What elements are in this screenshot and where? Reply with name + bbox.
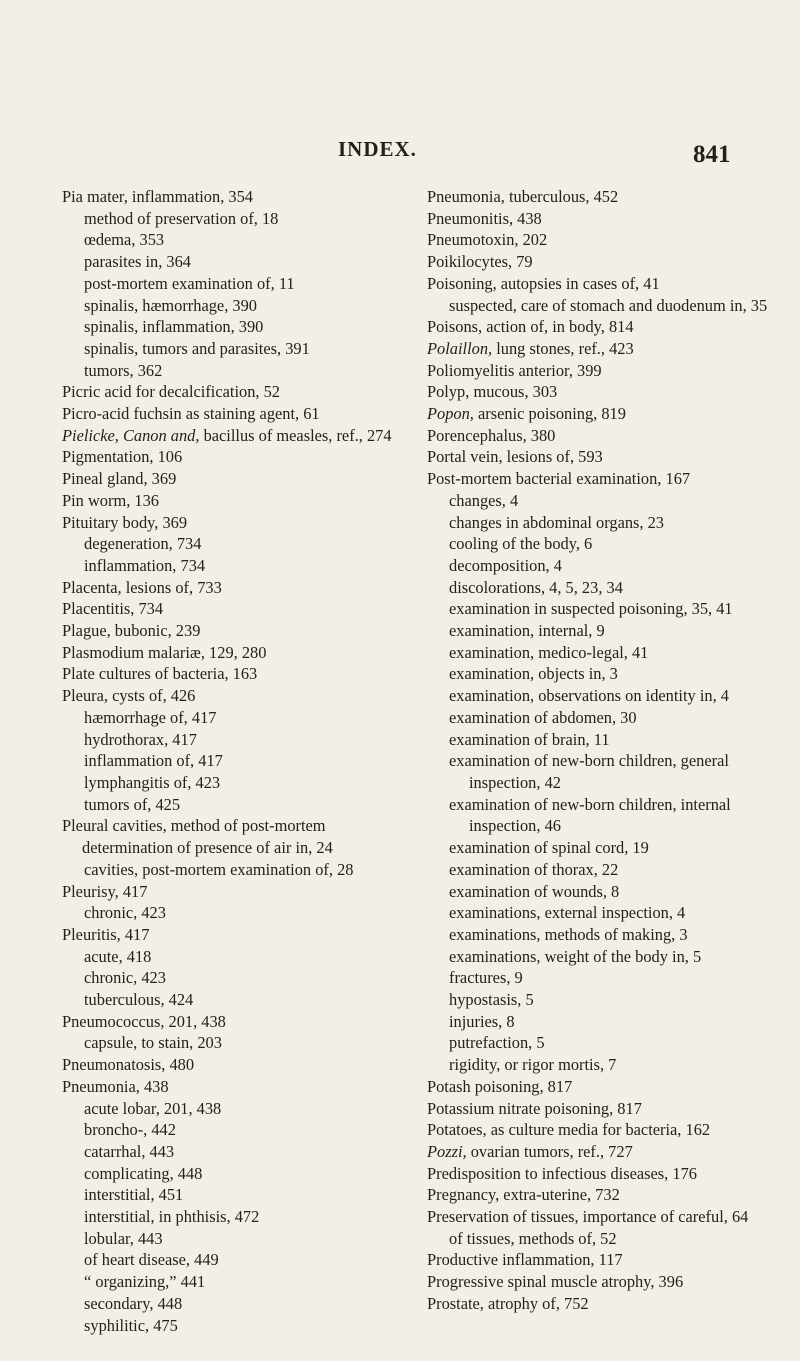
entry-text: Polyp, mucous, 303 — [427, 382, 558, 402]
index-subentry — [427, 1011, 773, 1033]
index-subentry — [62, 967, 414, 989]
entry-text: Poisons, action of, in body, 814 — [427, 317, 634, 337]
entry-text: Picric acid for decalcification, 52 — [62, 382, 280, 402]
entry-text: examination in suspected poisoning, 35, 41 — [449, 599, 733, 619]
entry-text: Prostate, atrophy of, 752 — [427, 1293, 589, 1313]
entry-text: cavities, post-mortem examination of, 28 — [84, 859, 354, 879]
entry-text: examinations, external inspection, 4 — [449, 903, 686, 923]
index-subentry — [427, 924, 773, 946]
index-subentry — [62, 1271, 414, 1293]
index-entry — [62, 1054, 414, 1076]
entry-text: discolorations, 4, 5, 23, 34 — [449, 577, 623, 597]
entry-text: ovarian tumors, ref., 727 — [466, 1141, 633, 1161]
entry-text: acute, 418 — [84, 946, 152, 966]
entry-text: Picro-acid fuchsin as staining agent, 61 — [62, 404, 320, 424]
index-subentry — [427, 512, 773, 534]
index-subentry — [62, 859, 414, 881]
index-subentry — [62, 946, 414, 968]
entry-text: acute lobar, 201, 438 — [84, 1098, 222, 1118]
index-entry — [427, 468, 773, 490]
index-subentry — [427, 642, 773, 664]
entry-text: Pregnancy, extra-uterine, 732 — [427, 1185, 620, 1205]
entry-text: Pineal gland, 369 — [62, 469, 177, 489]
entry-text: examination of thorax, 22 — [449, 859, 619, 879]
index-subentry — [62, 1249, 414, 1271]
index-entry — [62, 881, 414, 903]
index-subentry — [427, 577, 773, 599]
index-subentry — [427, 946, 773, 968]
index-entry — [427, 360, 773, 382]
index-entry — [427, 1119, 773, 1141]
index-entry — [427, 1098, 773, 1120]
index-entry — [62, 1011, 414, 1033]
index-subentry — [62, 229, 414, 251]
entry-text: Plate cultures of bacteria, 163 — [62, 664, 258, 684]
entry-text: interstitial, 451 — [84, 1185, 184, 1205]
index-subentry — [427, 295, 773, 317]
page-header — [0, 137, 800, 167]
index-entry — [62, 1076, 414, 1098]
entry-text: changes in abdominal organs, 23 — [449, 512, 665, 532]
entry-text: Poliomyelitis anterior, 399 — [427, 360, 602, 380]
index-subentry — [427, 598, 773, 620]
index-entry — [427, 1076, 773, 1098]
index-subentry — [427, 555, 773, 577]
index-subentry — [427, 967, 773, 989]
entry-text: degeneration, 734 — [84, 534, 202, 554]
entry-text: examination of brain, 11 — [449, 729, 610, 749]
index-subentry — [62, 1141, 414, 1163]
entry-text: of tissues, methods of, 52 — [449, 1228, 617, 1248]
entry-text: parasites in, 364 — [84, 252, 191, 272]
entry-text: œdema, 353 — [84, 230, 165, 250]
index-entry — [427, 316, 773, 338]
entry-text: Pleural cavities, method of post-mortem determination of presence of air in, 24 — [62, 816, 333, 858]
index-subentry — [62, 989, 414, 1011]
entry-text: capsule, to stain, 203 — [84, 1033, 222, 1053]
index-subentry — [427, 1228, 773, 1250]
entry-text: Placenta, lesions of, 733 — [62, 577, 222, 597]
entry-text: lobular, 443 — [84, 1228, 163, 1248]
entry-text: Placentitis, 734 — [62, 599, 164, 619]
index-subentry — [427, 707, 773, 729]
index-entry — [427, 1206, 773, 1228]
index-subentry — [62, 533, 414, 555]
entry-text: Portal vein, lesions of, 593 — [427, 447, 603, 467]
index-entry — [427, 1249, 773, 1271]
index-subentry — [62, 295, 414, 317]
index-entry — [427, 273, 773, 295]
index-subentry — [62, 750, 414, 772]
entry-text: broncho-, 442 — [84, 1120, 176, 1140]
entry-text: examination of new-born children, internal inspection, 46 — [449, 794, 731, 836]
entry-text: hæmorrhage of, 417 — [84, 707, 217, 727]
index-subentry — [62, 707, 414, 729]
index-entry — [427, 1293, 773, 1315]
index-entry — [62, 620, 414, 642]
index-entry — [427, 1163, 773, 1185]
index-entry — [427, 446, 773, 468]
index-subentry — [62, 1206, 414, 1228]
entry-text: cooling of the body, 6 — [449, 534, 593, 554]
index-subentry — [62, 251, 414, 273]
entry-text: Pneumotoxin, 202 — [427, 230, 548, 250]
index-subentry — [427, 750, 773, 793]
entry-text: Pleura, cysts of, 426 — [62, 686, 196, 706]
entry-text: Potash poisoning, 817 — [427, 1076, 573, 1096]
entry-text: secondary, 448 — [84, 1293, 183, 1313]
index-subentry — [427, 685, 773, 707]
entry-text: Preservation of tissues, importance of careful, 64 — [427, 1207, 749, 1227]
index-subentry — [62, 902, 414, 924]
entry-text: Post-mortem bacterial examination, 167 — [427, 469, 691, 489]
author-name: Pozzi, — [427, 1141, 467, 1161]
index-entry — [427, 208, 773, 230]
entry-text: Pneumonia, tuberculous, 452 — [427, 187, 619, 206]
entry-text: putrefaction, 5 — [449, 1033, 545, 1053]
entry-text: post-mortem examination of, 11 — [84, 273, 295, 293]
entry-text: Pituitary body, 369 — [62, 512, 188, 532]
entry-text: interstitial, in phthisis, 472 — [84, 1207, 260, 1227]
index-subentry — [427, 902, 773, 924]
entry-text: bacillus of measles, ref., 274 — [199, 425, 392, 445]
entry-text: Pneumonitis, 438 — [427, 208, 542, 228]
entry-text: Poikilocytes, 79 — [427, 252, 533, 272]
entry-text: “ organizing,” 441 — [84, 1272, 206, 1292]
entry-text: complicating, 448 — [84, 1163, 203, 1183]
entry-text: lung stones, ref., 423 — [492, 338, 634, 358]
index-entry — [62, 490, 414, 512]
index-entry — [427, 1271, 773, 1293]
entry-text: method of preservation of, 18 — [84, 208, 279, 228]
entry-text: examination, medico-legal, 41 — [449, 642, 649, 662]
index-subentry — [62, 1163, 414, 1185]
entry-text: examinations, methods of making, 3 — [449, 924, 688, 944]
index-entry — [427, 251, 773, 273]
author-name: Pielicke, Canon and, — [62, 425, 200, 445]
index-entry — [62, 425, 414, 447]
entry-text: Progressive spinal muscle atrophy, 396 — [427, 1272, 684, 1292]
index-entry — [427, 1184, 773, 1206]
index-subentry — [62, 1315, 414, 1337]
index-entry — [427, 425, 773, 447]
index-subentry — [427, 881, 773, 903]
index-entry — [62, 815, 414, 858]
entry-text: examinations, weight of the body in, 5 — [449, 946, 702, 966]
index-subentry — [427, 729, 773, 751]
page-number: 841 — [693, 141, 731, 168]
index-entry — [427, 229, 773, 251]
entry-text: examination of wounds, 8 — [449, 881, 620, 901]
entry-text: tuberculous, 424 — [84, 990, 194, 1010]
entry-text: rigidity, or rigor mortis, 7 — [449, 1055, 617, 1075]
entry-text: Plasmodium malariæ, 129, 280 — [62, 642, 267, 662]
entry-text: chronic, 423 — [84, 903, 166, 923]
index-entry — [62, 468, 414, 490]
entry-text: decomposition, 4 — [449, 555, 562, 575]
index-entry — [427, 186, 773, 208]
entry-text: catarrhal, 443 — [84, 1141, 175, 1161]
entry-text: Plague, bubonic, 239 — [62, 621, 201, 641]
entry-text: Potassium nitrate poisoning, 817 — [427, 1098, 642, 1118]
entry-text: examination, objects in, 3 — [449, 664, 618, 684]
index-entry — [427, 403, 773, 425]
index-subentry — [427, 1032, 773, 1054]
index-subentry — [427, 794, 773, 837]
index-subentry — [62, 729, 414, 751]
entry-text: of heart disease, 449 — [84, 1250, 219, 1270]
index-subentry — [427, 989, 773, 1011]
index-entry — [62, 663, 414, 685]
index-subentry — [62, 1228, 414, 1250]
entry-text: hydrothorax, 417 — [84, 729, 197, 749]
entry-text: examination of spinal cord, 19 — [449, 838, 649, 858]
index-entry — [62, 598, 414, 620]
index-subentry — [62, 794, 414, 816]
entry-text: fractures, 9 — [449, 968, 523, 988]
entry-text: spinalis, inflammation, 390 — [84, 317, 264, 337]
entry-text: inflammation, 734 — [84, 555, 206, 575]
index-subentry — [427, 663, 773, 685]
index-entry — [62, 924, 414, 946]
entry-text: lymphangitis of, 423 — [84, 772, 221, 792]
author-name: Polaillon, — [427, 338, 493, 358]
entry-text: spinalis, tumors and parasites, 391 — [84, 338, 310, 358]
index-subentry — [62, 772, 414, 794]
index-subentry — [427, 533, 773, 555]
entry-text: examination, internal, 9 — [449, 621, 605, 641]
entry-text: changes, 4 — [449, 490, 519, 510]
index-subentry — [62, 338, 414, 360]
entry-text: injuries, 8 — [449, 1011, 515, 1031]
entry-text: Pleuritis, 417 — [62, 924, 150, 944]
entry-text: Potatoes, as culture media for bacteria, 162 — [427, 1120, 711, 1140]
entry-text: Pneumococcus, 201, 438 — [62, 1011, 226, 1031]
entry-text: spinalis, hæmorrhage, 390 — [84, 295, 257, 315]
index-entry — [427, 1141, 773, 1163]
index-entry — [62, 381, 414, 403]
entry-text: Pneumonia, 438 — [62, 1076, 169, 1096]
running-head: INDEX. — [338, 137, 417, 161]
entry-text: Pia mater, inflammation, 354 — [62, 187, 253, 206]
entry-text: inflammation of, 417 — [84, 751, 223, 771]
entry-text: Porencephalus, 380 — [427, 425, 556, 445]
index-entry — [62, 403, 414, 425]
index-entry — [427, 381, 773, 403]
index-subentry — [62, 208, 414, 230]
entry-text: Predisposition to infectious diseases, 176 — [427, 1163, 697, 1183]
index-subentry — [62, 1119, 414, 1141]
index-subentry — [62, 360, 414, 382]
entry-text: tumors of, 425 — [84, 794, 181, 814]
index-entry — [62, 577, 414, 599]
entry-text: tumors, 362 — [84, 360, 163, 380]
index-subentry — [62, 1293, 414, 1315]
index-subentry — [427, 859, 773, 881]
index-subentry — [62, 1098, 414, 1120]
index-subentry — [427, 837, 773, 859]
entry-text: arsenic poisoning, 819 — [473, 404, 626, 424]
entry-text: hypostasis, 5 — [449, 990, 534, 1010]
index-subentry — [427, 1054, 773, 1076]
index-entry — [62, 186, 414, 208]
index-subentry — [427, 490, 773, 512]
index-subentry — [62, 1032, 414, 1054]
entry-text: suspected, care of stomach and duodenum in, 35 — [449, 295, 768, 315]
index-subentry — [62, 273, 414, 295]
entry-text: Pleurisy, 417 — [62, 881, 148, 901]
entry-text: Pigmentation, 106 — [62, 447, 183, 467]
author-name: Popon, — [427, 404, 474, 424]
index-entry — [62, 685, 414, 707]
entry-text: examination of new-born children, general inspection, 42 — [449, 751, 729, 792]
entry-text: Pneumonatosis, 480 — [62, 1055, 195, 1075]
entry-text: examination, observations on identity in, 4 — [449, 686, 729, 706]
entry-text: Poisoning, autopsies in cases of, 41 — [427, 273, 660, 293]
index-subentry — [427, 620, 773, 642]
index-subentry — [62, 1184, 414, 1206]
entry-text: chronic, 423 — [84, 968, 166, 988]
index-column-left — [62, 186, 414, 1336]
entry-text: Pin worm, 136 — [62, 490, 159, 510]
index-entry — [62, 642, 414, 664]
index-column-right — [427, 186, 773, 1315]
index-subentry — [62, 555, 414, 577]
index-entry — [62, 446, 414, 468]
index-subentry — [62, 316, 414, 338]
entry-text: Productive inflammation, 117 — [427, 1250, 623, 1270]
entry-text: examination of abdomen, 30 — [449, 707, 637, 727]
index-entry — [427, 338, 773, 360]
entry-text: syphilitic, 475 — [84, 1315, 178, 1335]
index-entry — [62, 512, 414, 534]
